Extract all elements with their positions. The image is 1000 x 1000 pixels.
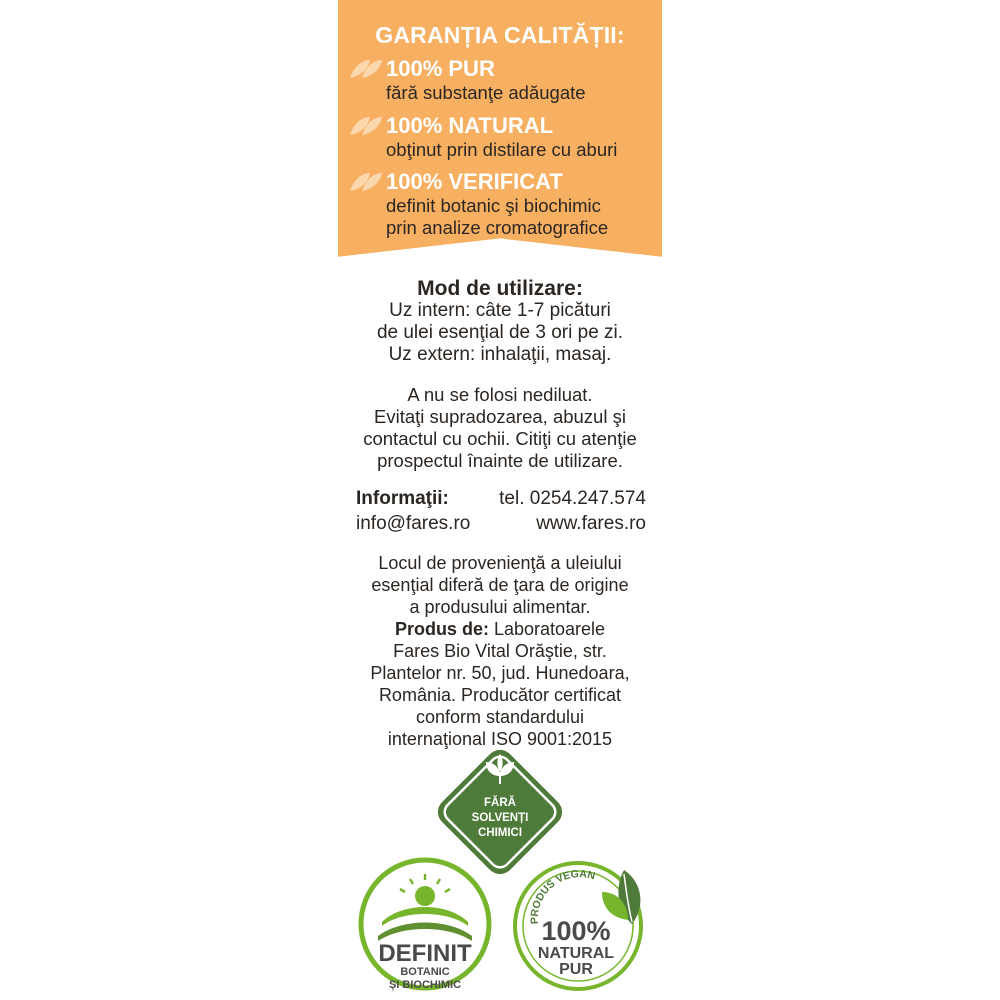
warning-line: Evitaţi supradozarea, abuzul şi [374,406,626,427]
usage-line: Uz intern: câte 1-7 picături [389,300,611,321]
producer-first-line [338,618,662,640]
vegan-pur-text: PUR [559,961,593,978]
usage-title: Mod de utilizare: [417,277,583,300]
leaf-icon [348,56,384,80]
botanic-defined-badge [352,852,498,992]
producer-label: Produs de: [394,619,489,639]
no-solvents-text: FĂRĂ [484,797,516,809]
warning-section [338,384,662,472]
guarantee-description-line: definit botanic şi biochimic [386,195,601,216]
producer-line: internaţional ISO 9001:2015 [387,729,613,749]
guarantee-description: fără substanţe adăugate [386,82,586,103]
leaf-icon [348,113,384,137]
product-label [338,0,662,1000]
vegan-natural-badge [506,852,654,992]
origin-line: Locul de provenienţă a uleiului [378,553,622,573]
no-solvents-text: CHIMICI [477,827,523,839]
warning-line: A nu se folosi nediluat. [407,384,593,405]
contact-section [356,486,646,536]
contact-email: info@fares.ro [356,513,471,534]
guarantee-heading: 100% NATURAL [386,113,554,138]
contact-label: Informaţii: [356,488,449,509]
usage-section [338,278,662,366]
no-solvents-text: SOLVENȚI [471,812,529,824]
contact-row [356,511,646,536]
leaf-icon [348,169,384,193]
vegan-natural-text: NATURAL [537,945,615,962]
producer-line: Fares Bio Vital Orăştie, str. [393,641,607,661]
producer-line: conform standardului [415,707,585,727]
guarantee-description [386,195,608,239]
vegan-arc-textpath: PRODUS VEGAN [528,868,597,925]
producer-line: Plantelor nr. 50, jud. Hunedoara, [370,663,630,683]
sun-field-icon [378,874,472,941]
origin-line: a produsului alimentar. [409,597,591,617]
producer-name: Laboratoarele [493,619,606,639]
botanic-defined-title: DEFINIT [378,940,472,967]
usage-line: Uz extern: inhalaţii, masaj. [388,344,612,365]
contact-phone: tel. 0254.247.574 [499,488,646,509]
usage-line: de ulei esenţial de 3 ori pe zi. [376,322,624,343]
guarantee-description-line: prin analize cromatografice [386,217,609,238]
warning-line: prospectul înainte de utilizare. [377,450,623,471]
origin-section [338,552,662,750]
botanic-defined-subtitle: BOTANIC [400,966,450,978]
guarantee-heading: 100% VERIFICAT [386,169,563,194]
origin-line: esenţial diferă de ţara de origine [371,575,629,595]
contact-website: www.fares.ro [536,513,646,534]
botanic-defined-subtitle: ȘI BIOCHIMIC [388,979,462,991]
warning-line: contactul cu ochii. Citiţi cu atenţie [363,428,637,449]
vegan-percent: 100% [541,916,611,946]
guarantee-heading: 100% PUR [386,56,495,81]
guarantee-title: GARANȚIA CALITĂȚII: [375,22,625,48]
guarantee-description: obţinut prin distilare cu aburi [386,139,618,160]
contact-row [356,486,646,511]
producer-line: România. Producător certificat [378,685,622,705]
